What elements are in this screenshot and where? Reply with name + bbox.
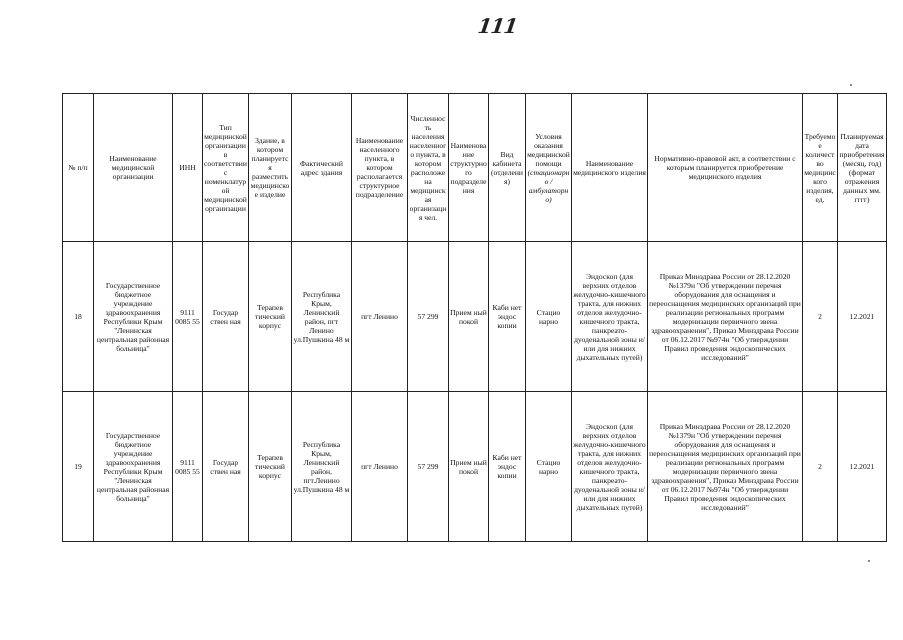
cell-num: 19: [63, 392, 94, 542]
scan-speck: [850, 84, 852, 86]
cell-planned-date: 12.2021: [838, 392, 887, 542]
table-row: [63, 392, 887, 542]
cell-address: Республика Крым, Ленинский район, пгт Ленино ул.Пушкина 48 м: [292, 242, 352, 392]
header-planned-date: Планируемая дата приобретения (месяц, год) (формат отражения данных мм. гггг): [838, 94, 887, 242]
cell-quantity: 2: [803, 242, 838, 392]
header-legal-act: Нормативно-правовой акт, в соответствии с которым планируется приобретение медицинского изделия: [648, 94, 803, 242]
cell-inn: 9111 0085 55: [173, 242, 203, 392]
cell-unit: Прием ный покой: [449, 392, 489, 542]
cell-population: 57 299: [408, 242, 449, 392]
cell-num: 18: [63, 242, 94, 392]
header-building: Здание, в котором планируется разместить медицинское изделие: [249, 94, 292, 242]
cell-device: Эндоскоп (для верхних отделов желудочно-кишечного тракта, для нижних отделов желудочно-кишечного тракта, панкреато-дуоденальной зоны и/или для нижних дыхательных путей): [572, 392, 648, 542]
cell-settlement: пгт Ленино: [352, 392, 408, 542]
cell-org-name: Государственное бюджетное учреждение здравоохранения Республики Крым "Ленинская центральная районная больница": [94, 242, 173, 392]
header-settlement: Наименование населенного пункта, в котором располагается структурное подразделение: [352, 94, 408, 242]
header-address: Фактический адрес здания: [292, 94, 352, 242]
header-org-name: Наименование медицинской организации: [94, 94, 173, 242]
header-room: Вид кабинета (отделения): [489, 94, 526, 242]
cell-building: Терапев тический корпус: [249, 392, 292, 542]
cell-unit: Прием ный покой: [449, 242, 489, 392]
cell-conditions: Стацио нарно: [526, 242, 572, 392]
cell-population: 57 299: [408, 392, 449, 542]
header-conditions-note: (стационарно / амбулаторно): [527, 167, 570, 204]
cell-building: Терапев тический корпус: [249, 242, 292, 392]
cell-device: Эндоскоп (для верхних отделов желудочно-кишечного тракта, для нижних отделов желудочно-кишечного тракта, панкреато-дуоденальной зоны и/или для нижних дыхательных путей): [572, 242, 648, 392]
header-quantity: Требуемое количество медицинского изделия, ед.: [803, 94, 838, 242]
scan-speck: [868, 560, 870, 562]
cell-room: Каби нет эндос копии: [489, 242, 526, 392]
cell-address: Республика Крым, Ленинский район, пгт.Ленино ул.Пушкина 48 м: [292, 392, 352, 542]
table-header-row: [63, 94, 887, 242]
header-inn: ИНН: [173, 94, 203, 242]
cell-legal-act: Приказ Минздрава России от 28.12.2020 №1379н "Об утверждении перечня оборудования для оснащения и переоснащения медицинских организаций при реализации региональных программ модернизации первичного звена здравоохранения", Приказ Минздрава России от 06.12.2017 №974н "Об утверждении Правил проведения эндоскопических исследований": [648, 392, 803, 542]
header-device: Наименование медицинского изделия: [572, 94, 648, 242]
cell-inn: 9111 0085 55: [173, 392, 203, 542]
cell-org-type: Государ ствен ная: [203, 392, 249, 542]
cell-room: Каби нет эндос копии: [489, 392, 526, 542]
header-org-type: Тип медицинской организации в соответствии с номенклатурой медицинской организации: [203, 94, 249, 242]
cell-conditions: Стацио нарно: [526, 392, 572, 542]
header-num: № п/п: [63, 94, 94, 242]
header-conditions-main: Условия оказания медицинской помощи: [527, 131, 570, 168]
page-number: 111: [476, 14, 519, 38]
cell-planned-date: 12.2021: [838, 242, 887, 392]
table-row: [63, 242, 887, 392]
cell-legal-act: Приказ Минздрава России от 28.12.2020 №1379н "Об утверждении перечня оборудования для оснащения и переоснащения медицинских организаций при реализации региональных программ модернизации первичного звена здравоохранения", Приказ Минздрава России от 06.12.2017 №974н "Об утверждении Правил проведения эндоскопических исследований": [648, 242, 803, 392]
cell-org-type: Государ ствен ная: [203, 242, 249, 392]
equipment-register-table: [62, 93, 887, 542]
header-population: Численность населения населенного пункта, в котором расположена медицинская организация чел.: [408, 94, 449, 242]
cell-org-name: Государственное бюджетное учреждение здравоохранения Республики Крым "Ленинская центральная районная больница": [94, 392, 173, 542]
cell-settlement: пгт Ленино: [352, 242, 408, 392]
header-unit: Наименование структурного подразделения: [449, 94, 489, 242]
header-conditions: [526, 94, 572, 242]
cell-quantity: 2: [803, 392, 838, 542]
